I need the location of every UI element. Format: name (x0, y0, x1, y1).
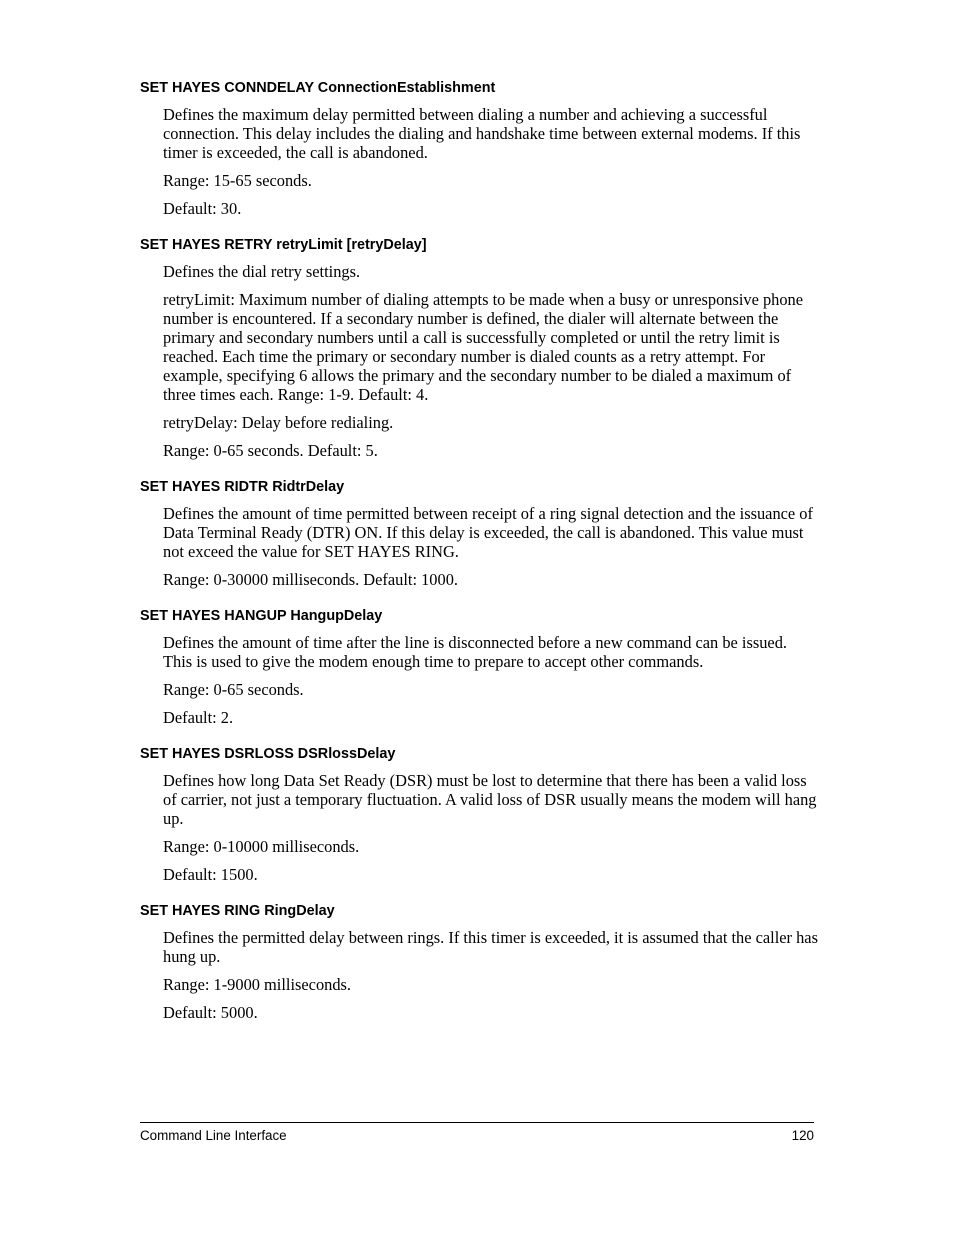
paragraph: retryDelay: Delay before redialing. (163, 413, 394, 432)
paragraph: Default: 30. (163, 199, 242, 218)
paragraph: Range: 0-30000 milliseconds. Default: 1000. (163, 570, 458, 589)
section-heading: SET HAYES HANGUP HangupDelay (140, 608, 383, 624)
paragraph: Defines the amount of time permitted between receipt of a ring signal detection and the issuance of Data Terminal Ready (DTR) ON. If this delay is exceeded, the call is abandoned. This value must not exceed the value for SET HAYES RING. (163, 504, 813, 561)
paragraph: retryLimit: Maximum number of dialing attempts to be made when a busy or unresponsive phone number is encountered. If a secondary number is defined, the dialer will alternate between the primary and secondary numbers until a call is successfully completed or until the retry limit is reached. Each time the primary or secondary number is dialed counts as a retry attempt. For example, specifying 6 allows the primary and the secondary number to be dialed a maximum of three times each. Range: 1-9. Default: 4. (163, 290, 804, 404)
page-number: 120 (791, 1128, 814, 1143)
paragraph: Range: 15-65 seconds. (163, 171, 312, 190)
paragraph: Default: 5000. (163, 1003, 258, 1022)
paragraph: Range: 0-65 seconds. Default: 5. (163, 441, 378, 460)
paragraph: Range: 0-10000 milliseconds. (163, 837, 360, 856)
paragraph: Defines the maximum delay permitted between dialing a number and achieving a successful connection. This delay includes the dialing and handshake time between external modems. If this timer is exceeded, the call is abandoned. (163, 105, 801, 162)
footer-title: Command Line Interface (140, 1128, 287, 1143)
paragraph: Defines the dial retry settings. (163, 262, 361, 281)
section-heading: SET HAYES RIDTR RidtrDelay (140, 479, 345, 495)
paragraph: Range: 1-9000 milliseconds. (163, 975, 352, 994)
section-dsrloss (140, 745, 815, 884)
paragraph: Defines how long Data Set Ready (DSR) must be lost to determine that there has been a valid loss of carrier, not just a temporary fluctuation. A valid loss of DSR usually means the modem will hang up. (163, 771, 817, 828)
section-heading: SET HAYES RING RingDelay (140, 903, 335, 919)
section-retry (140, 236, 815, 460)
section-heading: SET HAYES RETRY retryLimit [retryDelay] (140, 237, 427, 253)
section-ridtr (140, 478, 815, 589)
paragraph: Defines the permitted delay between rings. If this timer is exceeded, it is assumed that the caller has hung up. (163, 928, 818, 966)
section-conndelay (140, 79, 815, 218)
section-ring (140, 902, 818, 1022)
section-heading: SET HAYES CONNDELAY ConnectionEstablishment (140, 80, 496, 96)
footer-divider (140, 1122, 814, 1123)
section-hangup (140, 607, 815, 727)
section-heading: SET HAYES DSRLOSS DSRlossDelay (140, 746, 396, 762)
paragraph: Defines the amount of time after the line is disconnected before a new command can be issued. This is used to give the modem enough time to prepare to accept other commands. (163, 633, 787, 671)
paragraph: Default: 1500. (163, 865, 258, 884)
paragraph: Range: 0-65 seconds. (163, 680, 304, 699)
page-content (140, 79, 818, 1031)
paragraph: Default: 2. (163, 708, 234, 727)
